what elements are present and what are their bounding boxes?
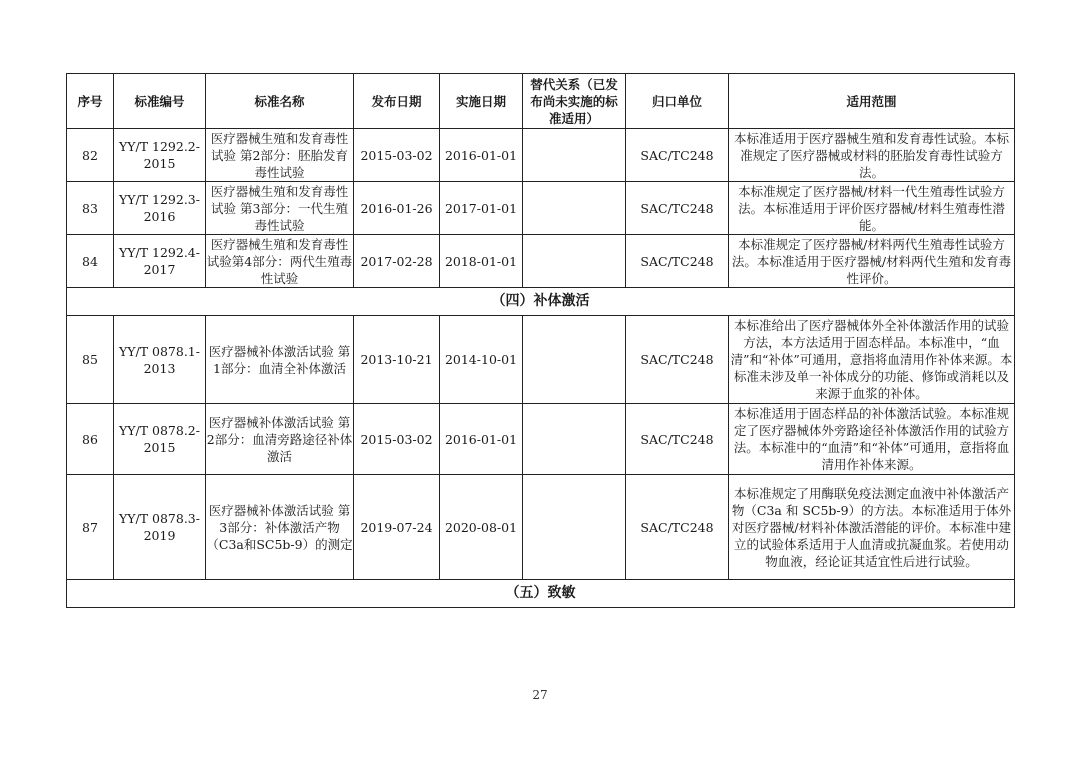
- row-name: 医疗器械生殖和发育毒性试验第4部分：两代生殖毒性试验: [206, 236, 353, 286]
- row-effective-date: 2018-01-01: [440, 235, 523, 288]
- row-scope: 本标准规定了用酶联免疫法测定血液中补体激活产物（C3a 和 SC5b-9）的方法。本标准适用于体外对医疗器械/材料补体激活潜能的评价。本标准中建立的试验体系适用于人血清或抗凝血浆。若使用动物血液，经论证其适宜性后进行试验。: [729, 475, 1015, 580]
- row-publish-date: 2015-03-02: [354, 404, 440, 475]
- header-scope: 适用范围: [729, 74, 1015, 129]
- row-no: 86: [67, 404, 114, 475]
- row-no: 85: [67, 316, 114, 404]
- row-name: 医疗器械补体激活试验 第2部分：血清旁路途径补体激活: [206, 404, 354, 475]
- row-scope: 本标准适用于固态样品的补体激活试验。本标准规定了医疗器械体外旁路途径补体激活作用的试验方法。本标准中的“血清”和“补体”可通用，意指将血清用作补体来源。: [729, 404, 1015, 475]
- row-effective-date: 2017-01-01: [440, 182, 523, 235]
- header-replace: 替代关系（已发布尚未实施的标准适用）: [523, 74, 626, 129]
- row-name: 医疗器械生殖和发育毒性试验 第3部分：一代生殖毒性试验: [206, 182, 354, 235]
- row-replace: [523, 316, 626, 404]
- header-effective-date: 实施日期: [440, 74, 523, 129]
- section-row: [67, 288, 1015, 316]
- row-publish-date: 2016-01-26: [354, 182, 440, 235]
- row-scope: 本标准适用于医疗器械生殖和发育毒性试验。本标准规定了医疗器械或材料的胚胎发育毒性试验方法。: [729, 129, 1015, 182]
- section-row: [67, 580, 1015, 608]
- row-unit: SAC/TC248: [626, 182, 729, 235]
- row-name: 医疗器械补体激活试验 第1部分：血清全补体激活: [206, 316, 354, 404]
- table-row: [67, 475, 1015, 580]
- row-effective-date: 2014-10-01: [440, 316, 523, 404]
- header-unit: 归口单位: [626, 74, 729, 129]
- table-row: [67, 404, 1015, 475]
- header-code: 标准编号: [114, 74, 206, 129]
- row-publish-date: 2013-10-21: [354, 316, 440, 404]
- row-effective-date: 2016-01-01: [440, 404, 523, 475]
- row-publish-date: 2019-07-24: [354, 475, 440, 580]
- row-unit: SAC/TC248: [626, 475, 729, 580]
- row-code: YY/T 1292.2-2015: [114, 129, 206, 182]
- table-row: [67, 129, 1015, 182]
- row-no: 83: [67, 182, 114, 235]
- row-scope: 本标准规定了医疗器械/材料两代生殖毒性试验方法。本标准适用于医疗器械/材料两代生殖和发育毒性评价。: [729, 235, 1015, 288]
- row-publish-date: 2017-02-28: [354, 235, 440, 288]
- row-unit: SAC/TC248: [626, 129, 729, 182]
- section-title-complement: （四）补体激活: [67, 288, 1015, 316]
- row-scope: 本标准规定了医疗器械/材料一代生殖毒性试验方法。本标准适用于评价医疗器械/材料生殖毒性潜能。: [729, 182, 1015, 235]
- row-effective-date: 2020-08-01: [440, 475, 523, 580]
- table-row: [67, 182, 1015, 235]
- row-no: 82: [67, 129, 114, 182]
- row-code: YY/T 1292.3-2016: [114, 182, 206, 235]
- header-publish-date: 发布日期: [354, 74, 440, 129]
- table-row: [67, 235, 1015, 288]
- header-row: [67, 74, 1015, 129]
- row-publish-date: 2015-03-02: [354, 129, 440, 182]
- row-no: 84: [67, 235, 114, 288]
- row-unit: SAC/TC248: [626, 404, 729, 475]
- row-replace: [523, 475, 626, 580]
- section-title-sensitization: （五）致敏: [67, 580, 1015, 608]
- row-unit: SAC/TC248: [626, 235, 729, 288]
- row-code: YY/T 0878.1-2013: [114, 316, 206, 404]
- row-code: YY/T 0878.2-2015: [114, 404, 206, 475]
- row-effective-date: 2016-01-01: [440, 129, 523, 182]
- row-replace: [523, 129, 626, 182]
- standards-table: [66, 73, 1015, 608]
- page-number: 27: [532, 688, 548, 702]
- row-name: 医疗器械补体激活试验 第3部分：补体激活产物（C3a和SC5b-9）的测定: [206, 475, 354, 580]
- header-no: 序号: [67, 74, 114, 129]
- row-scope: 本标准给出了医疗器械体外全补体激活作用的试验方法，本方法适用于固态样品。本标准中，“血清”和“补体”可通用，意指将血清用作补体来源。本标准未涉及单一补体成分的功能、修饰或消耗以及来源于血浆的补体。: [729, 316, 1015, 404]
- row-replace: [523, 182, 626, 235]
- row-code: YY/T 0878.3-2019: [114, 475, 206, 580]
- table-row: [67, 316, 1015, 404]
- row-unit: SAC/TC248: [626, 316, 729, 404]
- row-no: 87: [67, 475, 114, 580]
- row-code: YY/T 1292.4-2017: [114, 235, 206, 288]
- row-replace: [523, 235, 626, 288]
- header-name: 标准名称: [206, 74, 354, 129]
- row-name: 医疗器械生殖和发育毒性试验 第2部分：胚胎发育毒性试验: [206, 129, 354, 182]
- row-replace: [523, 404, 626, 475]
